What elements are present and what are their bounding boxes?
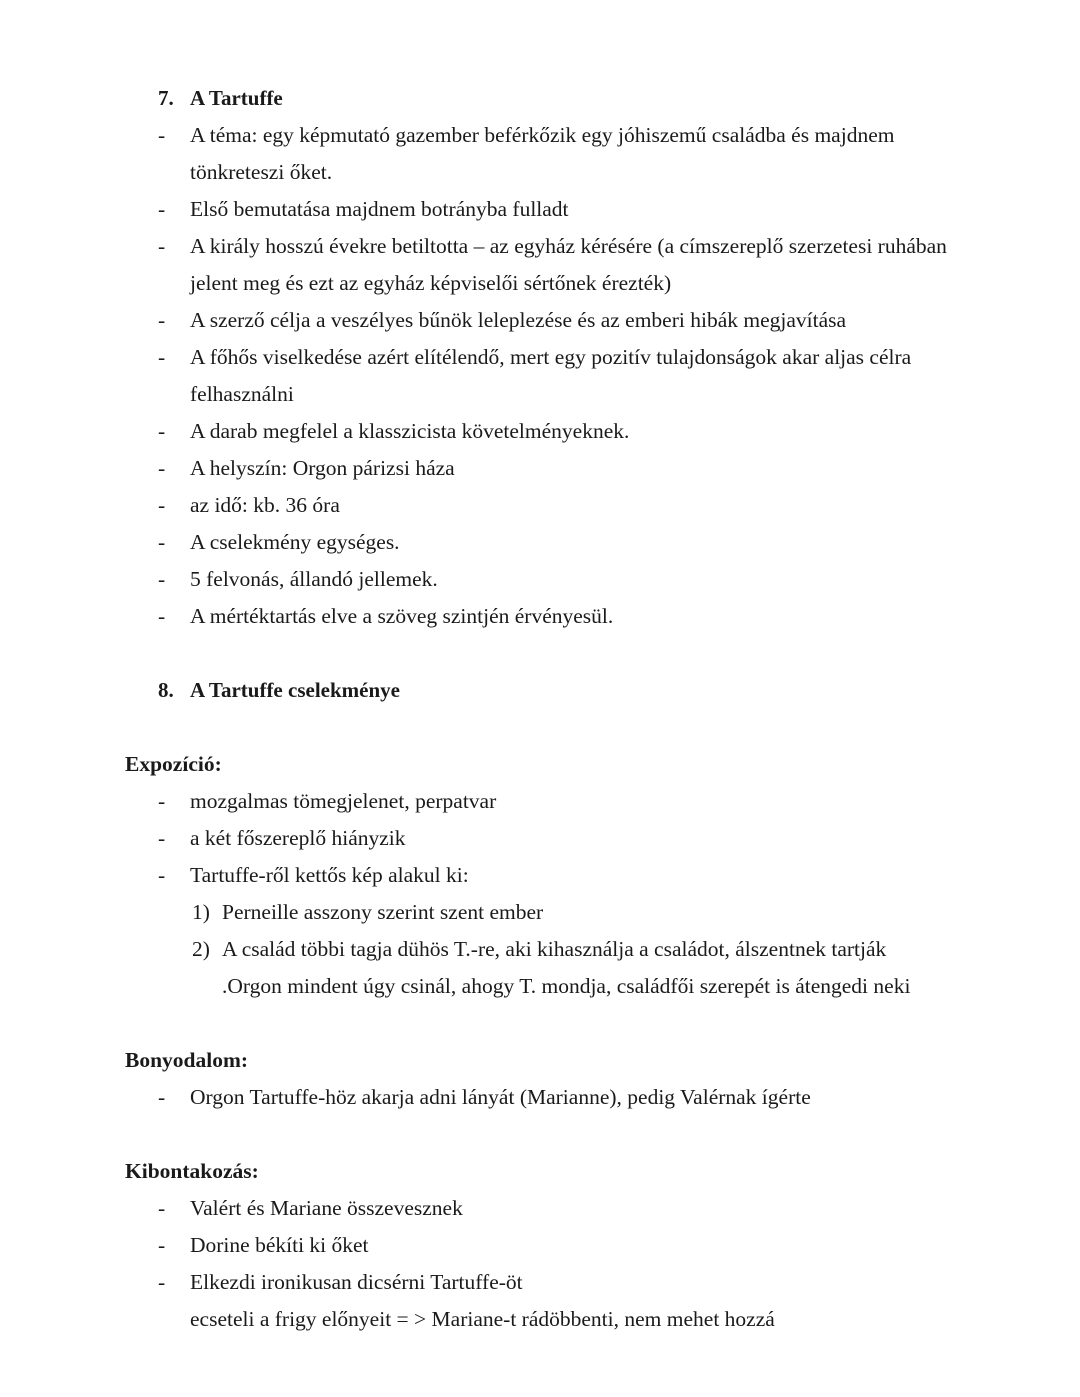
dash-bullet-icon: -	[158, 826, 166, 850]
list-item-text: Dorine békíti ki őket	[190, 1233, 369, 1257]
list-item	[125, 1079, 950, 1116]
section-spacer	[125, 709, 950, 746]
list-item-text: A darab megfelel a klasszicista követelményeknek.	[190, 419, 630, 443]
list-item-text: Valért és Mariane összevesznek	[190, 1196, 463, 1220]
dash-bullet-icon: -	[158, 345, 166, 369]
dash-bullet-icon: -	[158, 197, 166, 221]
list-item	[125, 487, 950, 524]
list-item	[125, 1227, 950, 1264]
list-item	[125, 413, 950, 450]
list-item	[125, 228, 950, 302]
list-item	[125, 1190, 950, 1227]
heading-section-8	[125, 672, 950, 709]
sub-list-item-text: A család többi tagja dühös T.-re, aki kihasználja a családot, álszentnek tartják .Orgon mindent úgy csinál, ahogy T. mondja, családfői szerepét is átengedi neki	[222, 937, 911, 998]
list-item-text: mozgalmas tömegjelenet, perpatvar	[190, 789, 497, 813]
list-item-text: A mértéktartás elve a szöveg szintjén érvényesül.	[190, 604, 614, 628]
list-item-text: Tartuffe-ről kettős kép alakul ki:	[190, 863, 469, 887]
section-spacer	[125, 1005, 950, 1042]
dash-bullet-icon: -	[158, 604, 166, 628]
list-item-text: A téma: egy képmutató gazember beférkőzik egy jóhiszemű családba és majdnem tönkreteszi őket.	[190, 123, 895, 184]
dash-bullet-icon: -	[158, 789, 166, 813]
list-item	[125, 450, 950, 487]
heading-section-8-label: A Tartuffe cselekménye	[190, 678, 400, 702]
list-item	[125, 598, 950, 635]
list-item	[125, 894, 950, 931]
list-item	[125, 339, 950, 413]
list-item-continuation	[125, 1301, 950, 1338]
dash-bullet-icon: -	[158, 308, 166, 332]
dash-bullet-icon: -	[158, 493, 166, 517]
list-item-text: az idő: kb. 36 óra	[190, 493, 340, 517]
list-item-text: 5 felvonás, állandó jellemek.	[190, 567, 438, 591]
list-item	[125, 302, 950, 339]
plot-part-label-kibontakozas: Kibontakozás:	[125, 1159, 259, 1183]
list-number-7: 7.	[158, 86, 174, 110]
bullet-list-bonyodalom	[125, 1079, 950, 1116]
list-item-text: A helyszín: Orgon párizsi háza	[190, 456, 455, 480]
list-item	[125, 191, 950, 228]
sub-list-expozicio	[125, 894, 950, 1005]
list-item	[125, 524, 950, 561]
heading-section-7	[125, 80, 950, 117]
dash-bullet-icon: -	[158, 863, 166, 887]
dash-bullet-icon: -	[158, 1085, 166, 1109]
list-item-text: a két főszereplő hiányzik	[190, 826, 406, 850]
list-item	[125, 1264, 950, 1301]
document-body	[125, 80, 950, 1338]
list-item	[125, 783, 950, 820]
dash-bullet-icon: -	[158, 419, 166, 443]
list-item-text: Elkezdi ironikusan dicsérni Tartuffe-öt	[190, 1270, 523, 1294]
bullet-list-section-7	[125, 117, 950, 635]
bullet-list-kibontakozas	[125, 1190, 950, 1338]
list-item	[125, 857, 950, 894]
sub-list-item-text: Perneille asszony szerint szent ember	[222, 900, 544, 924]
plot-part-label-expozicio: Expozíció:	[125, 752, 222, 776]
list-item-text: Orgon Tartuffe-höz akarja adni lányát (Marianne), pedig Valérnak ígérte	[190, 1085, 811, 1109]
list-item-text: Első bemutatása majdnem botrányba fulladt	[190, 197, 569, 221]
heading-section-7-label: A Tartuffe	[190, 86, 283, 110]
list-item-text: A cselekmény egységes.	[190, 530, 400, 554]
dash-bullet-icon: -	[158, 1270, 166, 1294]
list-item-continuation-text: ecseteli a frigy előnyeit = > Mariane-t rádöbbenti, nem mehet hozzá	[190, 1307, 775, 1331]
list-item	[125, 561, 950, 598]
sub-list-number: 2)	[192, 937, 210, 961]
section-spacer	[125, 1116, 950, 1153]
list-item-text: A szerző célja a veszélyes bűnök leleplezése és az emberi hibák megjavítása	[190, 308, 847, 332]
list-item	[125, 820, 950, 857]
list-item	[125, 931, 950, 1005]
dash-bullet-icon: -	[158, 234, 166, 258]
list-item	[125, 117, 950, 191]
section-spacer	[125, 635, 950, 672]
sub-list-number: 1)	[192, 900, 210, 924]
dash-bullet-icon: -	[158, 1233, 166, 1257]
dash-bullet-icon: -	[158, 1196, 166, 1220]
bullet-list-expozicio	[125, 783, 950, 894]
dash-bullet-icon: -	[158, 456, 166, 480]
list-item-text: A király hosszú évekre betiltotta – az egyház kérésére (a címszereplő szerzetesi ruhában jelent meg és ezt az egyház képviselői sértőnek érezték)	[190, 234, 947, 295]
dash-bullet-icon: -	[158, 123, 166, 147]
list-item-text: A főhős viselkedése azért elítélendő, mert egy pozitív tulajdonságok akar aljas célra felhasználni	[190, 345, 912, 406]
list-number-8: 8.	[158, 678, 174, 702]
dash-bullet-icon: -	[158, 530, 166, 554]
plot-part-label-bonyodalom: Bonyodalom:	[125, 1048, 249, 1072]
dash-bullet-icon: -	[158, 567, 166, 591]
